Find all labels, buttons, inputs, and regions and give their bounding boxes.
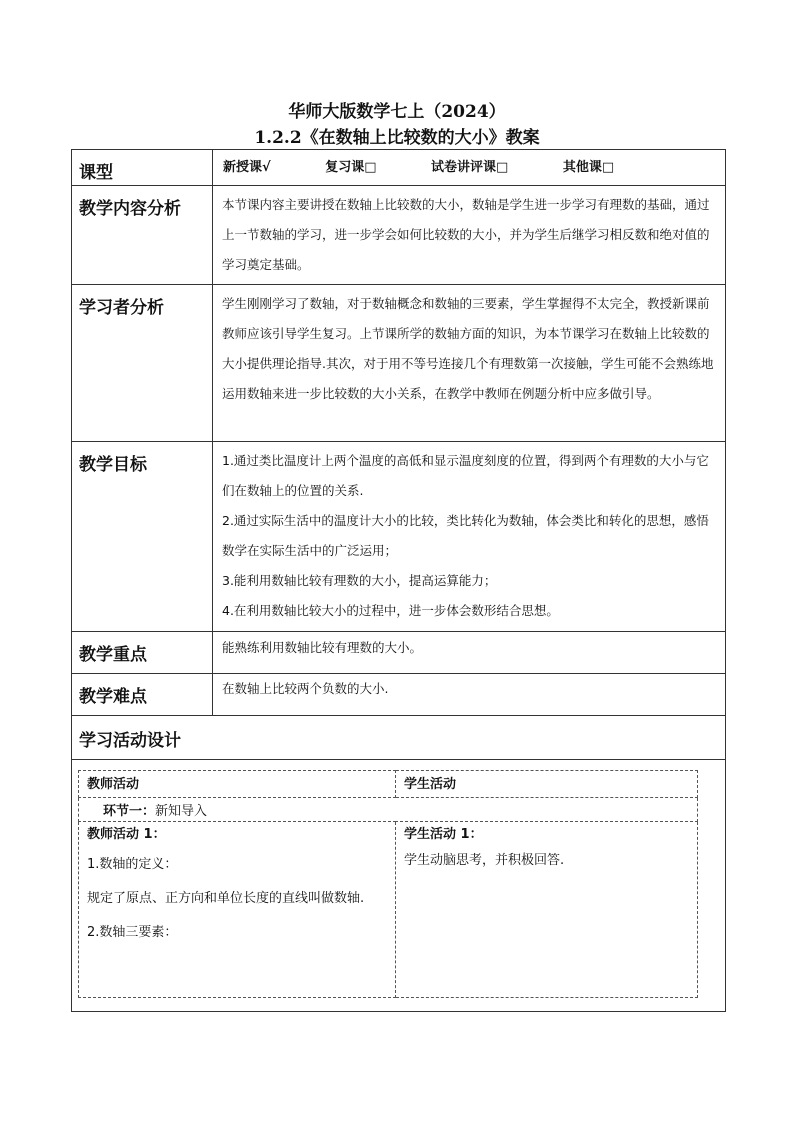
lesson-type-options xyxy=(213,150,726,186)
lesson-type-label: 课型 xyxy=(72,150,213,186)
activity-design-title: 学习活动设计 xyxy=(72,716,726,760)
objectives-label: 教学目标 xyxy=(72,442,213,632)
objectives-row xyxy=(72,442,726,632)
option-review: 复习课□ xyxy=(325,160,377,175)
key-point-row xyxy=(72,632,726,674)
lesson-type-row xyxy=(72,150,726,186)
stage-name: 新知导入 xyxy=(155,804,208,819)
content-analysis-row xyxy=(72,186,726,285)
teacher-activity-line: 2.数轴三要素： xyxy=(87,925,178,940)
activities-header-row xyxy=(79,771,698,798)
stage-label: 环节一： xyxy=(103,804,156,819)
teacher-activity-line: 规定了原点、正方向和单位长度的直线叫做数轴. xyxy=(87,891,365,906)
content-analysis-label: 教学内容分析 xyxy=(72,186,213,285)
activities-row xyxy=(72,760,726,1012)
activities-cell xyxy=(72,760,726,1012)
difficulty-row xyxy=(72,674,726,716)
activities-table xyxy=(78,770,698,998)
teacher-activity-header: 教师活动 xyxy=(79,771,396,798)
key-point-text: 能熟练利用数轴比较有理数的大小。 xyxy=(213,632,726,674)
learner-analysis-label: 学习者分析 xyxy=(72,285,213,442)
stage-title xyxy=(79,798,698,822)
document-subtitle: 1.2.2《在数轴上比较数的大小》教案 xyxy=(254,128,540,148)
teacher-activity-cell xyxy=(79,822,396,998)
difficulty-text: 在数轴上比较两个负数的大小. xyxy=(213,674,726,716)
teacher-activity-line: 1.数轴的定义： xyxy=(87,857,178,872)
option-new-lesson: 新授课√ xyxy=(223,160,271,175)
lesson-plan-table xyxy=(71,149,726,1012)
objective-item: 2.通过实际生活中的温度计大小的比较，类比转化为数轴，体会类比和转化的思想，感悟数学在实际生活中的广泛运用； xyxy=(222,513,709,558)
student-activity-text: 学生动脑思考，并积极回答. xyxy=(404,853,565,868)
student-activity-cell xyxy=(396,822,698,998)
difficulty-label: 教学难点 xyxy=(72,674,213,716)
document-title: 华师大版数学七上（2024） xyxy=(288,102,506,122)
student-activity-header: 学生活动 xyxy=(396,771,698,798)
activity-design-row xyxy=(72,716,726,760)
content-analysis-text: 本节课内容主要讲授在数轴上比较数的大小，数轴是学生进一步学习有理数的基础，通过上一节数轴的学习，进一步学会如何比较数的大小，并为学生后继学习相反数和绝对值的学习奠定基础。 xyxy=(213,186,726,285)
objective-item: 4.在利用数轴比较大小的过程中，进一步体会数形结合思想。 xyxy=(222,603,559,618)
objective-item: 1.通过类比温度计上两个温度的高低和显示温度刻度的位置，得到两个有理数的大小与它们在数轴上的位置的关系. xyxy=(222,453,709,498)
activity-content-row xyxy=(79,822,698,998)
option-other: 其他课□ xyxy=(562,160,615,175)
stage-row xyxy=(79,798,698,822)
learner-analysis-row xyxy=(72,285,726,442)
learner-analysis-text: 学生刚刚学习了数轴，对于数轴概念和数轴的三要素，学生掌握得不太完全，教授新课前教师应该引导学生复习。上节课所学的数轴方面的知识，为本节课学习在数轴上比较数的大小提供理论指导.其次，对于用不等号连接几个有理数第一次接触，学生可能不会熟练地运用数轴来进一步比较数的大小关系，在教学中教师在例题分析中应多做引导。 xyxy=(213,285,726,442)
option-test-review: 试卷讲评课□ xyxy=(431,160,509,175)
teacher-activity-title: 教师活动 1： xyxy=(87,827,166,842)
objective-item: 3.能利用数轴比较有理数的大小，提高运算能力； xyxy=(222,573,497,588)
objectives-list xyxy=(213,442,726,632)
key-point-label: 教学重点 xyxy=(72,632,213,674)
student-activity-title: 学生活动 1： xyxy=(404,827,483,842)
